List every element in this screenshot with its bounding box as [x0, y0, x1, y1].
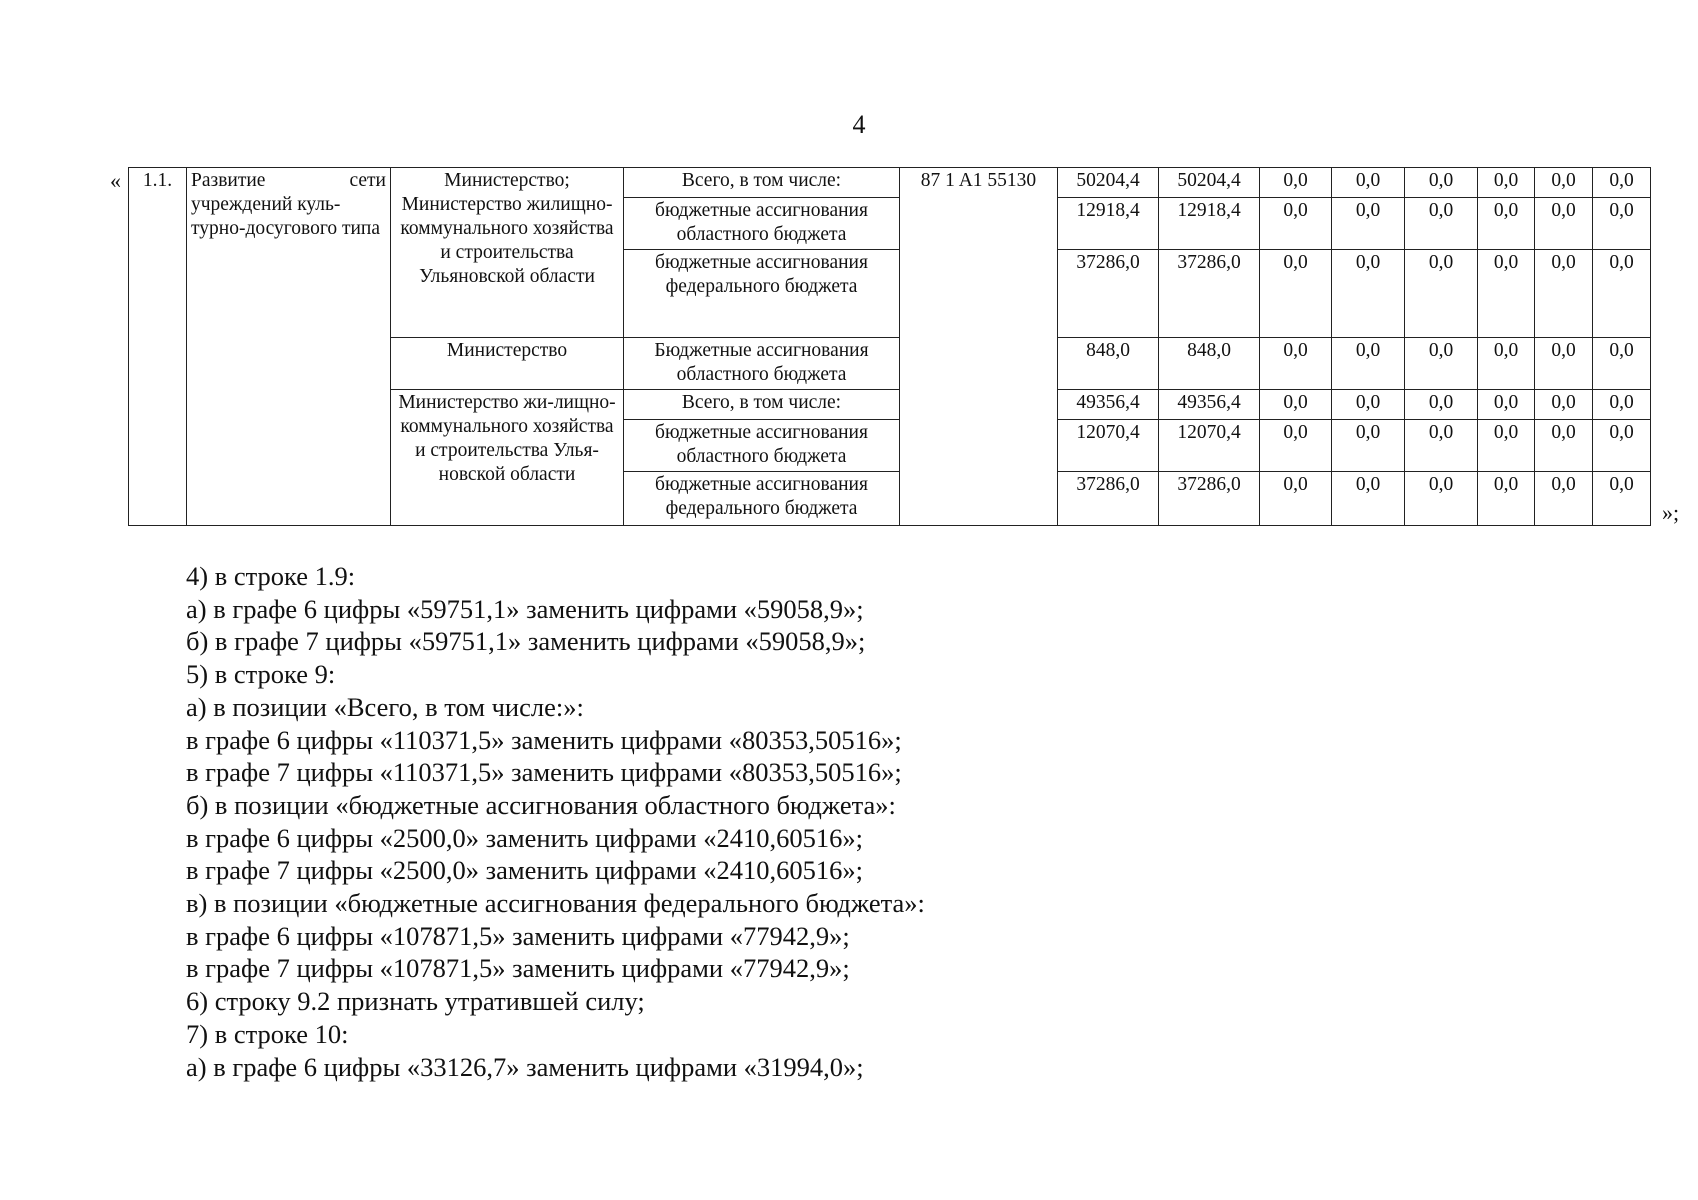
amendment-line: в графе 7 цифры «110371,5» заменить цифрами «80353,50516»;	[186, 757, 902, 788]
value-cell: 0,0	[1593, 390, 1651, 420]
funding-source-cell: Бюджетные ассигнования областного бюджета	[624, 338, 900, 390]
value-cell: 37286,0	[1058, 250, 1159, 338]
value-cell: 848,0	[1058, 338, 1159, 390]
amendment-list	[186, 560, 1486, 1083]
value-cell: 0,0	[1535, 390, 1593, 420]
page-number: 4	[852, 110, 866, 139]
amendment-line: а) в графе 6 цифры «59751,1» заменить цифрами «59058,9»;	[186, 593, 864, 624]
value-cell: 0,0	[1260, 390, 1332, 420]
value-cell: 0,0	[1260, 168, 1332, 198]
amendment-line: 4) в строке 1.9:	[186, 561, 356, 591]
value-cell: 0,0	[1593, 472, 1651, 526]
value-cell: 0,0	[1405, 250, 1478, 338]
value-cell: 848,0	[1159, 338, 1260, 390]
value-cell: 0,0	[1405, 338, 1478, 390]
value-cell: 0,0	[1405, 472, 1478, 526]
value-cell: 0,0	[1593, 250, 1651, 338]
closing-quote-mark: »;	[1662, 500, 1680, 525]
value-cell: 49356,4	[1159, 390, 1260, 420]
value-cell: 12918,4	[1159, 198, 1260, 250]
value-cell: 0,0	[1478, 168, 1535, 198]
amendment-line: в графе 6 цифры «2500,0» заменить цифрами «2410,60516»;	[186, 822, 863, 853]
amendment-line: 7) в строке 10:	[186, 1018, 349, 1049]
value-cell: 12070,4	[1159, 420, 1260, 472]
value-cell: 12070,4	[1058, 420, 1159, 472]
value-cell: 0,0	[1593, 338, 1651, 390]
amendment-line: в графе 6 цифры «107871,5» заменить цифрами «77942,9»;	[186, 920, 850, 951]
value-cell: 0,0	[1593, 168, 1651, 198]
value-cell: 49356,4	[1058, 390, 1159, 420]
executor-cell: Министерство	[391, 338, 624, 390]
event-name-first-line	[191, 169, 386, 193]
value-cell: 0,0	[1405, 420, 1478, 472]
funding-source-cell: бюджетные ассигнования федерального бюджета	[624, 250, 900, 338]
value-cell: 0,0	[1478, 472, 1535, 526]
value-cell: 0,0	[1535, 168, 1593, 198]
amendment-line: в графе 7 цифры «107871,5» заменить цифрами «77942,9»;	[186, 953, 850, 984]
amendment-line: б) в графе 7 цифры «59751,1» заменить цифрами «59058,9»;	[186, 626, 866, 657]
opening-quote-mark: «	[110, 168, 121, 193]
table-row	[129, 168, 1651, 198]
value-cell: 0,0	[1535, 338, 1593, 390]
value-cell: 37286,0	[1058, 472, 1159, 526]
value-cell: 0,0	[1332, 198, 1405, 250]
value-cell: 0,0	[1478, 390, 1535, 420]
value-cell: 0,0	[1405, 198, 1478, 250]
funding-source-cell: бюджетные ассигнования областного бюджета	[624, 420, 900, 472]
value-cell: 0,0	[1593, 198, 1651, 250]
row-number-cell: 1.1.	[129, 168, 187, 526]
value-cell: 0,0	[1535, 250, 1593, 338]
value-cell: 0,0	[1332, 250, 1405, 338]
value-cell: 0,0	[1405, 390, 1478, 420]
value-cell: 0,0	[1260, 472, 1332, 526]
funding-source-cell: Всего, в том числе:	[624, 168, 900, 198]
event-name-word: сети	[349, 170, 386, 191]
program-table	[128, 167, 1651, 526]
amendment-line: а) в позиции «Всего, в том числе:»:	[186, 691, 584, 722]
funding-source-cell: Всего, в том числе:	[624, 390, 900, 420]
value-cell: 0,0	[1332, 420, 1405, 472]
value-cell: 37286,0	[1159, 472, 1260, 526]
amendment-line: в графе 6 цифры «110371,5» заменить цифрами «80353,50516»;	[186, 724, 902, 755]
program-table-body	[129, 168, 1651, 526]
value-cell: 0,0	[1332, 168, 1405, 198]
event-name-rest: учреждений куль-турно-досугового типа	[191, 194, 381, 239]
executor-cell: Министерство; Министерство жилищно-коммунального хозяйства и строительства Ульяновской области	[391, 168, 624, 338]
value-cell: 37286,0	[1159, 250, 1260, 338]
value-cell: 0,0	[1478, 250, 1535, 338]
event-name-word: Развитие	[191, 170, 266, 191]
funding-source-cell: бюджетные ассигнования областного бюджета	[624, 198, 900, 250]
value-cell: 0,0	[1260, 420, 1332, 472]
value-cell: 0,0	[1260, 250, 1332, 338]
amendment-line: 6) строку 9.2 признать утратившей силу;	[186, 986, 645, 1017]
value-cell: 0,0	[1593, 420, 1651, 472]
executor-cell: Министерство жи-лищно-коммунального хозяйства и строительства Улья-новской области	[391, 390, 624, 526]
value-cell: 0,0	[1535, 420, 1593, 472]
amendment-line: б) в позиции «бюджетные ассигнования областного бюджета»:	[186, 789, 896, 820]
funding-source-cell: бюджетные ассигнования федерального бюджета	[624, 472, 900, 526]
value-cell: 12918,4	[1058, 198, 1159, 250]
value-cell: 0,0	[1478, 420, 1535, 472]
value-cell: 0,0	[1332, 390, 1405, 420]
value-cell: 0,0	[1332, 338, 1405, 390]
amendment-line: в) в позиции «бюджетные ассигнования федерального бюджета»:	[186, 888, 925, 919]
value-cell: 0,0	[1535, 198, 1593, 250]
event-name-cell	[187, 168, 391, 526]
value-cell: 0,0	[1260, 338, 1332, 390]
value-cell: 0,0	[1478, 198, 1535, 250]
amendment-line: в графе 7 цифры «2500,0» заменить цифрами «2410,60516»;	[186, 855, 863, 886]
value-cell: 0,0	[1405, 168, 1478, 198]
value-cell: 0,0	[1478, 338, 1535, 390]
classification-code-cell: 87 1 A1 55130	[900, 168, 1058, 526]
value-cell: 50204,4	[1058, 168, 1159, 198]
value-cell: 0,0	[1332, 472, 1405, 526]
value-cell: 0,0	[1535, 472, 1593, 526]
value-cell: 50204,4	[1159, 168, 1260, 198]
amendment-line: а) в графе 6 цифры «33126,7» заменить цифрами «31994,0»;	[186, 1051, 864, 1082]
amendment-line: 5) в строке 9:	[186, 659, 336, 690]
value-cell: 0,0	[1260, 198, 1332, 250]
